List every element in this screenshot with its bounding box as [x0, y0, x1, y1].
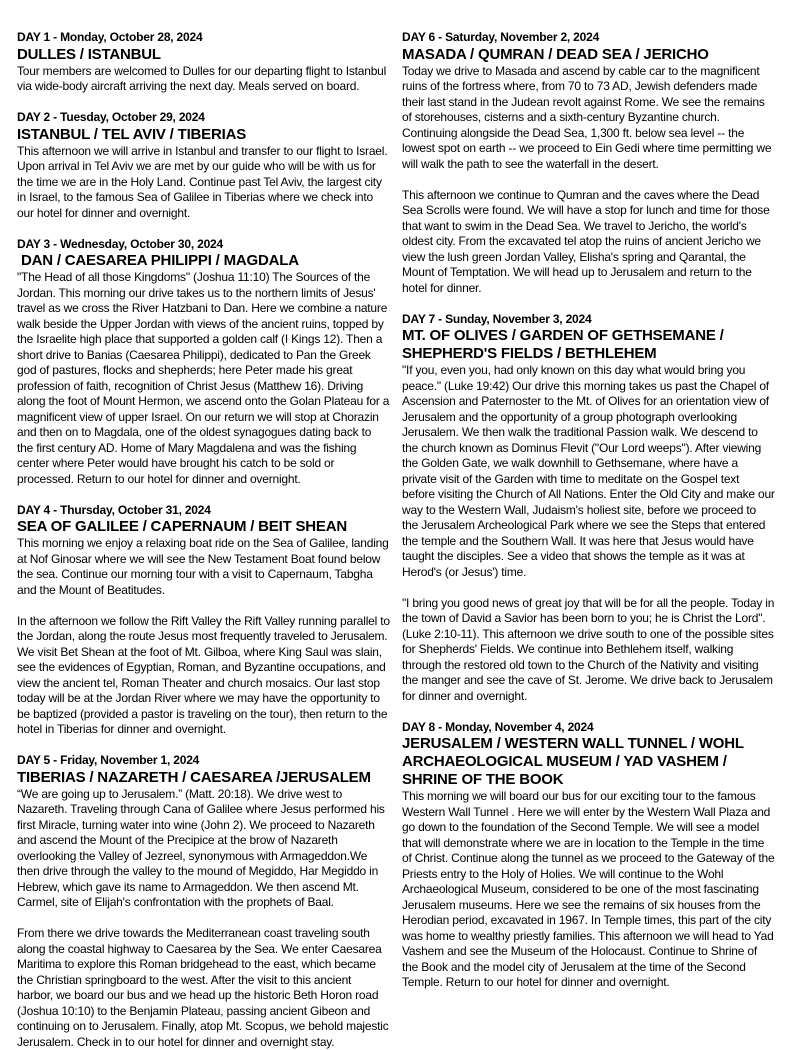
day-section-6 [402, 30, 775, 296]
day-title: JERUSALEM / WESTERN WALL TUNNEL / WOHL ARCHAEOLOGICAL MUSEUM / YAD VASHEM / SHRINE OF THE BOOK [402, 735, 747, 788]
day-heading: DAY 7 - Sunday, November 3, 2024 [402, 311, 592, 326]
day-title: MASADA / QUMRAN / DEAD SEA / JERICHO [402, 45, 709, 63]
day-title: ISTANBUL / TEL AVIV / TIBERIAS [17, 125, 247, 143]
day-title: DULLES / ISTANBUL [17, 45, 161, 63]
day-paragraph: Today we drive to Masada and ascend by cable car to the magnificent ruins of the fortress where, from 70 to 73 AD, Jewish defenders made their last stand in the Judean revolt against Rome. We see the remains of storehouses, cisterns and a sixth-century Byzantine church. Continuing alongside the Dead Sea, 1,300 ft. below sea level -- the lowest spot on earth -- we proceed to Ein Gedi where time permitting we will walk the path to see the waterfall in the desert. [402, 63, 772, 171]
day-section-3 [17, 237, 390, 488]
day-paragraph: This morning we will board our bus for our exciting tour to the famous Western Wall Tunnel . Here we will enter by the Western Wall Plaza and go down to the foundation of the Second Temple. We will see a model that will demonstrate where we are in location to the Temple in the time of Christ. Continue along the tunnel as we proceed to the Gateway of the Priests entry to the Holy of Holies. We will continue to the Wohl Archaeological Museum, considered to be one of the most fascinating Jerusalem museums. Here we see the remains of six houses from the Herodian period, excavated in 1967. In Temple times, this part of the city was home to wealthy priestly families. This afternoon we will head to Yad Vashem and see the Museum of the Holocaust. Continue to Shrine of the Book and the model city of Jerusalem at the time of the Second Temple. Return to our hotel for dinner and overnight. [402, 789, 775, 989]
day-heading: DAY 2 - Tuesday, October 29, 2024 [17, 110, 205, 124]
day-paragraph: This afternoon we will arrive in Istanbul and transfer to our flight to Israel. Upon arrival in Tel Aviv we are met by our guide who will be with us for the time we are in the Holy Land. Continue past Tel Aviv, the largest city in Israel, to the famous Sea of Galilee in Tiberias where we check into our hotel for dinner and overnight. [17, 143, 388, 220]
day-paragraph: "The Head of all those Kingdoms" (Joshua 11:10) The Sources of the Jordan. This morning our drive takes us to the northern limits of Jesus' travel as we cross the River Hatzbani to Dan. Here we combine a nature walk beside the Upper Jordan with views of the ancient ruins, topped by the Israelite high place that supported a golden calf (I Kings 12). Then a short drive to Banias (Caesarea Philippi), dedicated to Pan the Greek god of pastures, flocks and shepherds; here Peter made his great profession of faith, recognition of Christ Jesus (Matthew 16). Driving along the foot of Mount Hermon, we ascend onto the Golan Plateau for a magnificent view of upper Israel. On our return we will stop at Chorazin and then on to Magdala, one of the oldest synagogues dating back to the first century AD. Home of Mary Magdalena and was the fishing center where Peter would have brought his catch to be sold or processed. Return to our hotel for dinner and overnight. [17, 270, 390, 486]
day-heading: DAY 6 - Saturday, November 2, 2024 [402, 30, 600, 44]
day-paragraph: This afternoon we continue to Qumran and the caves where the Dead Sea Scrolls were found. We will have a stop for lunch and time for those that want to swim in the Dead Sea. We travel to Jericho, the world's oldest city. From the excavated tel atop the ruins of ancient Jericho we view the lush green Jordan Valley, Elisha's spring and Qarantal, the Mount of Temptation. We will head up to Jerusalem and return to the hotel for dinner. [402, 187, 770, 295]
day-heading: DAY 1 - Monday, October 28, 2024 [17, 30, 203, 44]
day-title: TIBERIAS / NAZARETH / CAESAREA /JERUSALEM [17, 768, 371, 786]
day-section-8 [402, 720, 775, 991]
day-heading: DAY 3 - Wednesday, October 30, 2024 [17, 236, 223, 251]
day-paragraph: From there we drive towards the Mediterranean coast traveling south along the coastal highway to Caesarea by the Sea. We enter Caesarea Maritima to explore this Roman bridgehead to the east, which became the Christian springboard to the west. After the visit to this ancient harbor, we board our bus and we head up the historic Beth Horon road (Joshua 10:10) to the Benjamin Plateau, passing ancient Gibeon and continuing on to Jerusalem. Finally, atop Mt. Scopus, we behold majestic Jerusalem. Check in to our hotel for dinner and overnight stay. [17, 926, 389, 1049]
left-column [17, 30, 390, 1049]
day-heading: DAY 8 - Monday, November 4, 2024 [402, 719, 594, 734]
day-paragraph: In the afternoon we follow the Rift Valley the Rift Valley running parallel to the Jordan, along the route Jesus most frequently traveled to Jerusalem. We visit Bet Shean at the foot of Mt. Gilboa, where King Saul was slain, see the evidences of Egyptian, Roman, and Byzantine occupations, and view the ancient tel, Roman Theater and church mosaics. Our last stop today will be at the Jordan River where we may have the opportunity to be baptized (provided a pastor is traveling on the tour), then return to the hotel in Tiberias for dinner and overnight. [17, 613, 390, 736]
day-title: SEA OF GALILEE / CAPERNAUM / BEIT SHEAN [17, 518, 348, 535]
day-heading: DAY 4 - Thursday, October 31, 2024 [17, 502, 211, 517]
day-title: MT. OF OLIVES / GARDEN OF GETHSEMANE / SHEPHERD'S FIELDS / BETHLEHEM [402, 327, 728, 362]
day-paragraph: “We are going up to Jerusalem.” (Matt. 20:18). We drive west to Nazareth. Traveling through Cana of Galilee where Jesus performed his first Miracle, turning water into wine (John 2). We proceed to Nazareth and ascend the Mount of the Precipice at the brow of Nazareth overlooking the Valley of Jezreel, synonymous with Armageddon.We then drive through the valley to the mound of Megiddo, Har Megiddo in Hebrew, which gave its name to Armageddon. We then ascend Mt. Carmel, site of Elijah's confrontation with the prophets of Baal. [17, 786, 385, 909]
day-paragraph: Tour members are welcomed to Dulles for our departing flight to Istanbul via wide-body aircraft arriving the next day. Meals served on board. [17, 63, 387, 93]
day-section-1 [17, 30, 390, 95]
day-section-2 [17, 110, 390, 221]
day-section-5 [17, 753, 390, 1050]
day-paragraph: "I bring you good news of great joy that will be for all the people. Today in the town of David a Savior has been born to you; he is Christ the Lord". (Luke 2:10-11). This afternoon we drive south to one of the possible sites for Shepherds' Fields. We continue into Bethlehem itself, walking through the restored old town to the Church of the Nativity and visiting the manger and see the cave of St. Jerome. We drive back to Jerusalem for dinner and overnight. [402, 595, 775, 703]
day-heading: DAY 5 - Friday, November 1, 2024 [17, 753, 200, 767]
day-title: DAN / CAESAREA PHILIPPI / MAGDALA [17, 252, 299, 269]
day-section-4 [17, 503, 390, 738]
day-paragraph: This morning we enjoy a relaxing boat ride on the Sea of Galilee, landing at Nof Ginosar where we will see the New Testament Boat found below the sea. Continue our morning tour with a visit to Capernaum, Tabgha and the Mount of Beatitudes. [17, 536, 389, 597]
day-section-7 [402, 312, 775, 705]
day-paragraph: "If you, even you, had only known on this day what would bring you peace." (Luke 19:42) Our drive this morning takes us past the Chapel of Ascension and Paternoster to the Mt. of Olives for an orientation view of Jerusalem and the opportunity of a group photograph overlooking Jerusalem. We then walk the traditional Passion walk. We descend to the church known as Dominus Flevit ("Our Lord weeps"). After viewing the Golden Gate, we walk downhill to Gethsemane, where have a private visit of the Garden with time to meditate on the Gospel text before visiting the Church of All Nations. Enter the Old City and make our way to the Western Wall, Judaism's holiest site, before we proceed to the Jerusalem Archeological Park where we see the Steps that entered the temple and the Southern Wall. It was here that Jesus would have taught the disciples. See a video that shows the temple as it was at Herod's (or Jesus') time. [402, 363, 775, 579]
right-column [402, 30, 775, 1024]
